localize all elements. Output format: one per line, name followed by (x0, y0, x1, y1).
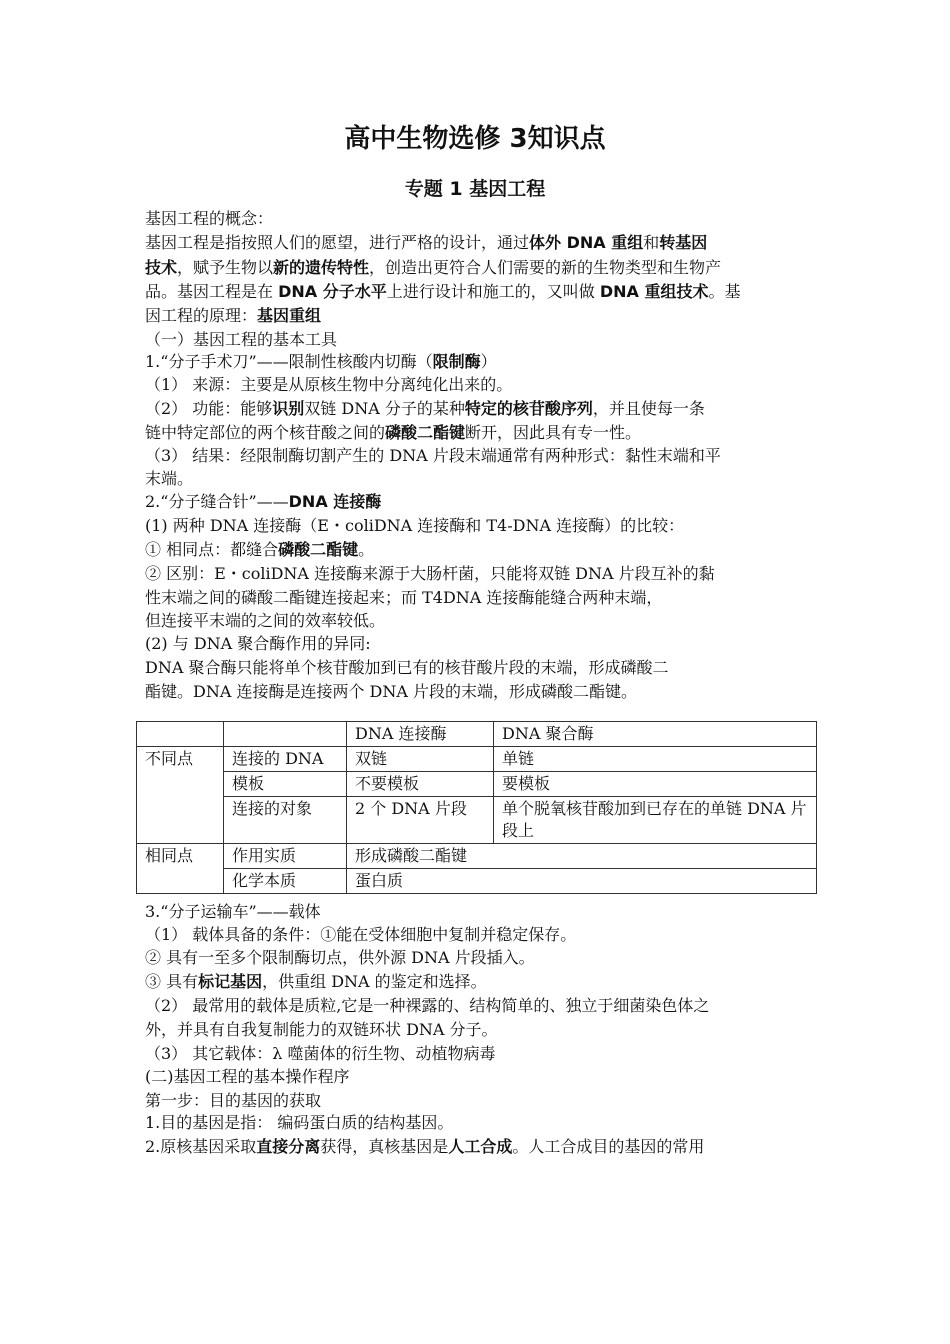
text-line (145, 445, 721, 467)
table-row (137, 797, 817, 844)
bold-term: 基因重组 (257, 306, 322, 325)
comparison-table (136, 721, 817, 894)
text-segment: （1） 载体具备的条件：①能在受体细胞中复制并稳定保存。 (145, 925, 577, 944)
text-line (145, 491, 381, 513)
text-segment: 2.原核基因采取 (145, 1137, 257, 1156)
text-line (145, 1136, 704, 1158)
bold-term: DNA 连接酶 (288, 492, 382, 511)
text-line (145, 681, 637, 703)
text-segment: ，创造出更符合人们需要的新的生物类型和生物产 (369, 258, 722, 277)
table-cell: 作用实质 (224, 844, 347, 869)
text-line (145, 971, 487, 993)
table-cell: 形成磷酸二酯键 (347, 844, 817, 869)
text-line (145, 374, 512, 396)
text-line (145, 901, 321, 923)
text-segment: 酯键。DNA 连接酶是连接两个 DNA 片段的末端，形成磷酸二酯键。 (145, 682, 638, 701)
text-segment: ，供重组 DNA 的鉴定和选择。 (262, 972, 487, 991)
text-segment: （3） 结果：经限制酶切割产生的 DNA 片段末端通常有两种形式：黏性末端和平 (145, 446, 721, 465)
bold-term: 技术 (145, 258, 178, 277)
text-segment: 基因工程是指按照人们的愿望，进行严格的设计，通过 (145, 233, 530, 252)
text-segment: 2.“分子缝合针”—— (145, 492, 289, 511)
text-segment: （2） 功能：能够 (145, 399, 273, 418)
table-header-row (137, 722, 817, 747)
text-segment: 。人工合成目的基因的常用 (512, 1137, 705, 1156)
text-segment: （一）基因工程的基本工具 (145, 330, 338, 349)
text-segment: 末端。 (145, 469, 194, 488)
bold-term: 磷酸二酯键 (278, 540, 359, 559)
text-line (145, 995, 709, 1017)
text-segment: 1.目的基因是指： 编码蛋白质的结构基因。 (145, 1113, 454, 1132)
text-segment: 。基 (708, 282, 741, 301)
text-line (145, 1043, 496, 1065)
text-line (145, 539, 374, 561)
bold-term: 标记基因 (198, 972, 263, 991)
text-segment: （1） 来源：主要是从原核生物中分离纯化出来的。 (145, 375, 513, 394)
text-segment: ） (480, 352, 497, 371)
section-title: 专题 1 基因工程 (404, 178, 546, 200)
text-segment: ① 相同点：都缝合 (145, 540, 279, 559)
bold-term: 磷酸二酯键 (385, 423, 466, 442)
text-segment: 第一步：目的基因的获取 (145, 1091, 322, 1110)
text-line (145, 257, 721, 279)
text-line (145, 351, 497, 373)
text-line (145, 1066, 350, 1088)
text-segment: 3.“分子运输车”——载体 (145, 902, 321, 921)
table-cell: 连接的对象 (224, 797, 347, 844)
text-line (145, 610, 385, 632)
text-line (145, 305, 321, 327)
table-cell: 蛋白质 (347, 869, 817, 894)
bold-term: 直接分离 (256, 1137, 321, 1156)
table-cell: 要模板 (494, 772, 817, 797)
text-segment: 因工程的原理： (145, 306, 258, 325)
text-segment: （3） 其它载体：λ 噬菌体的衍生物、动植物病毒 (145, 1044, 496, 1063)
text-segment: （2） 最常用的载体是质粒,它是一种裸露的、结构简单的、独立于细菌染色体之 (145, 996, 710, 1015)
bold-term: 体外 DNA 重组 (529, 233, 644, 252)
text-segment: DNA 聚合酶只能将单个核苷酸加到已有的核苷酸片段的末端，形成磷酸二 (145, 658, 669, 677)
row-group-label: 不同点 (137, 747, 224, 844)
bold-term: 人工合成 (448, 1137, 513, 1156)
text-line (145, 208, 273, 230)
table-header-cell: DNA 连接酶 (347, 722, 494, 747)
text-line (145, 657, 668, 679)
text-segment: 和 (643, 233, 660, 252)
text-segment: 上进行设计和施工的，又叫做 (386, 282, 600, 301)
text-line (145, 1112, 453, 1134)
page-title: 高中生物选修 3知识点 (344, 124, 606, 154)
text-segment: 性末端之间的磷酸二酯键连接起来；而 T4DNA 连接酶能缝合两种末端， (145, 588, 663, 607)
table-header-cell: DNA 聚合酶 (494, 722, 817, 747)
text-line (145, 281, 740, 303)
text-segment: 获得，真核基因是 (320, 1137, 449, 1156)
table-cell: 不要模板 (347, 772, 494, 797)
text-line (145, 1019, 498, 1041)
bold-term: 限制酶 (432, 352, 481, 371)
text-segment: 断开，因此具有专一性。 (465, 423, 642, 442)
table-row (137, 747, 817, 772)
text-segment: (1) 两种 DNA 连接酶（E・coliDNA 连接酶和 T4-DNA 连接酶）的比较： (145, 516, 685, 535)
text-segment: 1.“分子手术刀”——限制性核酸内切酶（ (145, 352, 433, 371)
table-cell: 化学本质 (224, 869, 347, 894)
table-cell: 连接的 DNA (224, 747, 347, 772)
text-line (145, 515, 684, 537)
text-line (145, 422, 641, 444)
table-cell (224, 722, 347, 747)
bold-term: 特定的核苷酸序列 (464, 399, 593, 418)
text-line (145, 468, 193, 490)
table-row (137, 844, 817, 869)
bold-term: 识别 (272, 399, 305, 418)
bold-term: 新的遗传特性 (273, 258, 370, 277)
text-segment: ，并且使每一条 (592, 399, 705, 418)
text-segment: 外，并具有自我复制能力的双链环状 DNA 分子。 (145, 1020, 498, 1039)
text-line (145, 329, 337, 351)
bold-term: 转基因 (659, 233, 708, 252)
text-segment: 品。基因工程是在 (145, 282, 279, 301)
text-segment: ② 具有一至多个限制酶切点，供外源 DNA 片段插入。 (145, 948, 535, 967)
text-segment: 链中特定部位的两个核苷酸之间的 (145, 423, 386, 442)
table-cell (137, 722, 224, 747)
text-segment: (2) 与 DNA 聚合酶作用的异同: (145, 634, 371, 653)
text-line (145, 1090, 321, 1112)
text-line (145, 924, 576, 946)
text-segment: 但连接平末端的之间的效率较低。 (145, 611, 386, 630)
table-cell: 双链 (347, 747, 494, 772)
text-line (145, 587, 662, 609)
table-row (137, 772, 817, 797)
text-segment: 基因工程的概念： (145, 209, 274, 228)
text-segment: ② 区别：E・coliDNA 连接酶来源于大肠杆菌，只能将双链 DNA 片段互补的黏 (145, 564, 715, 583)
text-segment: ③ 具有 (145, 972, 199, 991)
table-cell: 单个脱氧核苷酸加到已存在的单链 DNA 片段上 (494, 797, 817, 844)
text-line (145, 232, 707, 254)
table-cell: 单链 (494, 747, 817, 772)
row-group-label: 相同点 (137, 844, 224, 894)
text-segment: ，赋予生物以 (177, 258, 274, 277)
text-segment: 。 (358, 540, 375, 559)
text-line (145, 398, 705, 420)
text-line (145, 633, 371, 655)
text-line (145, 563, 715, 585)
bold-term: DNA 分子水平 (278, 282, 387, 301)
bold-term: DNA 重组技术 (599, 282, 709, 301)
table-cell: 模板 (224, 772, 347, 797)
text-segment: (二)基因工程的基本操作程序 (145, 1067, 350, 1086)
table-cell: 2 个 DNA 片段 (347, 797, 494, 844)
text-line (145, 947, 535, 969)
table-row (137, 869, 817, 894)
text-segment: 双链 DNA 分子的某种 (304, 399, 465, 418)
